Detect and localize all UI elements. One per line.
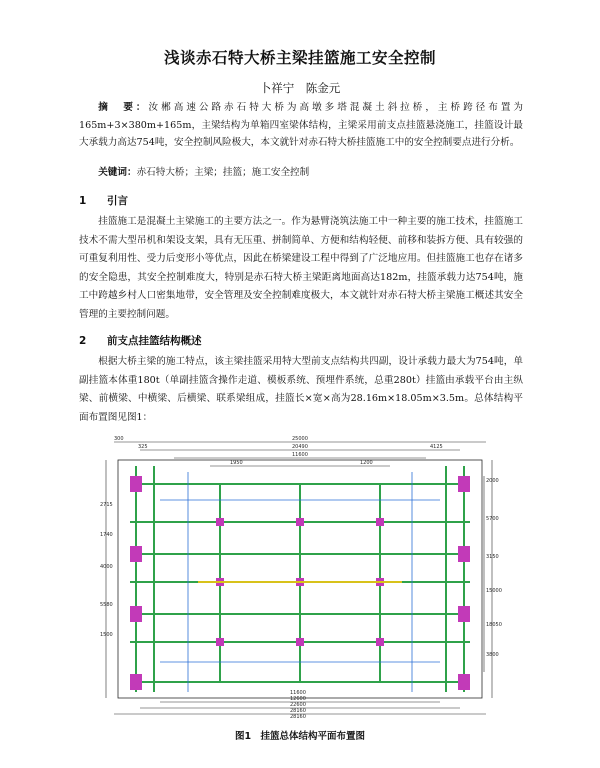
section-paragraph-1: 挂篮施工是混凝土主梁施工的主要方法之一。作为悬臂浇筑法施工中一种主要的施工技术，挂篮施工技术不需大型吊机和架设支架，具有无压重、拼制简单、方便和结构轻便、前移和装拆方便、具有较强的可重复利用性、受力后变形小等优点，因此在桥梁建设工程中得到了广泛地应用。但挂篮施工也存在诸多的安全隐患，其安全控制难度大，特别是赤石特大桥主梁距离地面高达182m，挂篮承载力达754吨，施工中跨越乡村人口密集地带，安全管理及安全控制难度极大，本文就针对赤石特大桥主梁施工概述其安全管理的主要控制问题。 xyxy=(79,216,523,320)
dim-left-3: 4000 xyxy=(100,564,113,570)
dim-right-2: 5700 xyxy=(486,516,499,522)
figure-caption: 图1 挂篮总体结构平面布置图 xyxy=(234,731,366,742)
abstract xyxy=(79,99,523,152)
highlight-marks xyxy=(198,581,402,583)
keywords-text: 赤石特大桥；主梁；挂篮；施工安全控制 xyxy=(136,167,310,178)
dim-right-4: 15000 xyxy=(486,588,502,594)
dim-left-4: 5580 xyxy=(100,602,113,608)
keywords xyxy=(79,164,523,183)
dim-bottom-1: 11600 xyxy=(290,690,306,696)
dim-right-6: 3800 xyxy=(486,652,499,658)
dim-top-2: 325 xyxy=(138,444,148,450)
dim-top-4: 20490 xyxy=(292,444,308,450)
figure-1 xyxy=(100,436,500,718)
dim-bottom-4: 28160 xyxy=(290,708,306,714)
dim-top-7: 1200 xyxy=(360,460,373,466)
paper-authors: 卜祥宁 陈金元 xyxy=(259,81,341,95)
dim-bottom-5: 28160 xyxy=(290,714,306,720)
dim-left-1: 2715 xyxy=(100,502,113,508)
dim-left-5: 1500 xyxy=(100,632,113,638)
section-heading-2 xyxy=(79,333,202,348)
dim-top-3: 25000 xyxy=(292,436,308,442)
dim-top-5: 11600 xyxy=(292,452,308,458)
dim-bottom-2: 12600 xyxy=(290,696,306,702)
dim-right-1: 2000 xyxy=(486,478,499,484)
dim-right-5: 18050 xyxy=(486,622,502,628)
dim-right-3: 3150 xyxy=(486,554,499,560)
section-paragraph-2: 根据大桥主梁的施工特点，该主梁挂篮采用特大型前支点结构共四副，设计承载力最大为754吨，单副挂篮本体重180t（单副挂篮含操作走道、模板系统、预埋件系统，总重280t）挂篮由承载平台由主纵梁、前横梁、中横梁、后横梁、联系梁组成，挂篮长×宽×高为28.16m×18.05m×3.5m。总体结构平面布置图见图1： xyxy=(79,356,523,423)
section-number-2: 2 xyxy=(79,335,87,347)
section-heading-1 xyxy=(79,193,128,208)
dim-bottom-3: 22600 xyxy=(290,702,306,708)
section-title-1: 引言 xyxy=(107,195,128,207)
section-title-2: 前支点挂篮结构概述 xyxy=(107,335,202,347)
structure-plan-drawing xyxy=(100,436,500,718)
section-number-1: 1 xyxy=(79,195,87,207)
dim-top-6: 1950 xyxy=(230,460,243,466)
dim-top-8: 4125 xyxy=(430,444,443,450)
keywords-label: 关键词： xyxy=(98,167,137,178)
abstract-text: 汝郴高速公路赤石特大桥为高墩多塔混凝土斜拉桥，主桥跨径布置为165m+3×380m+165m，主梁结构为单箱四室梁体结构，主梁采用前支点挂篮悬浇施工，挂篮设计最大承载力高达754吨，安全控制风险极大，本文就针对赤石特大桥挂篮施工中的安全控制要点进行分析。 xyxy=(79,102,524,148)
dim-top-1: 300 xyxy=(114,436,124,442)
abstract-label: 摘 要： xyxy=(98,102,149,113)
dim-left-2: 1740 xyxy=(100,532,113,538)
paper-title: 浅谈赤石特大桥主梁挂篮施工安全控制 xyxy=(163,49,436,67)
